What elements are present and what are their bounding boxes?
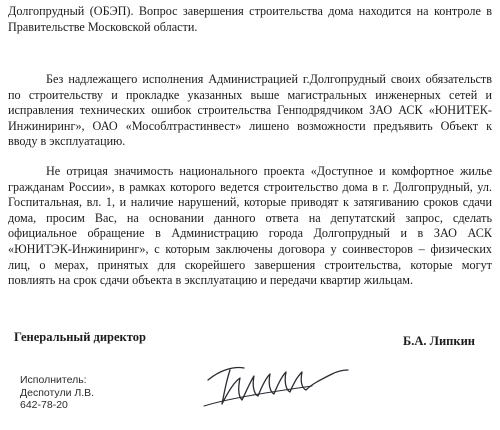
executor-block	[20, 374, 94, 412]
paragraph-continuation	[8, 4, 492, 35]
paragraph-obligations	[8, 72, 492, 150]
text-line: «ЮНИТЭК-Инжиниринг», с которым заключены договора у соинвесторов – физических	[8, 241, 492, 256]
text-line: Госпитальная, вл. 1, и наличие нарушений, которые приводят к затягиванию сроков сдачи	[8, 195, 492, 210]
handwritten-signature	[200, 352, 350, 412]
text-line: дома, просим Вас, на основании данного ответа на депутатский запрос, сделать	[8, 210, 492, 225]
text-line: повлиять на срок сдачи объекта в эксплуатацию и передачи квартир жильцам.	[8, 273, 414, 288]
text-line: Долгопрудный (ОБЭП). Вопрос завершения строительства дома находится на контроле в	[8, 4, 492, 18]
executor-name: Деспотули Л.В.	[20, 386, 95, 399]
text-line: по строительству и прокладке указанных выше магистральных инженерных сетей и	[8, 87, 492, 102]
executor-phone: 642-78-20	[20, 399, 68, 411]
text-line: Правительстве Московской области.	[8, 19, 198, 34]
text-line: официальное обращение в Администрацию города Долгопрудный и в ЗАО АСК	[8, 226, 492, 241]
text-line: Инжиниринг», ОАО «Мособлтрастинвест» лишено возможности предъявить Объект к	[8, 118, 492, 133]
text-line: вводу в эксплуатацию.	[8, 134, 126, 149]
paragraph-request	[8, 164, 492, 289]
executor-label: Исполнитель:	[20, 374, 87, 386]
text-line: исправления технических ошибок строительства Генподрядчиком ЗАО АСК «ЮНИТЕК-	[8, 103, 492, 118]
text-line: гражданам России», в рамках которого ведется строительство дома в г. Долгопрудный, ул.	[8, 179, 492, 194]
text-line: Не отрицая значимость национального проекта «Доступное и комфортное жилье	[46, 164, 492, 178]
signatory-title: Генеральный директор	[14, 330, 146, 344]
text-line: Без надлежащего исполнения Администрацией г.Долгопрудный своих обязательств	[46, 72, 492, 86]
text-line: лиц, о мерах, принятых для скорейшего завершения строительства, которые могут	[8, 257, 492, 272]
signatory-name: Б.А. Липкин	[403, 334, 475, 348]
